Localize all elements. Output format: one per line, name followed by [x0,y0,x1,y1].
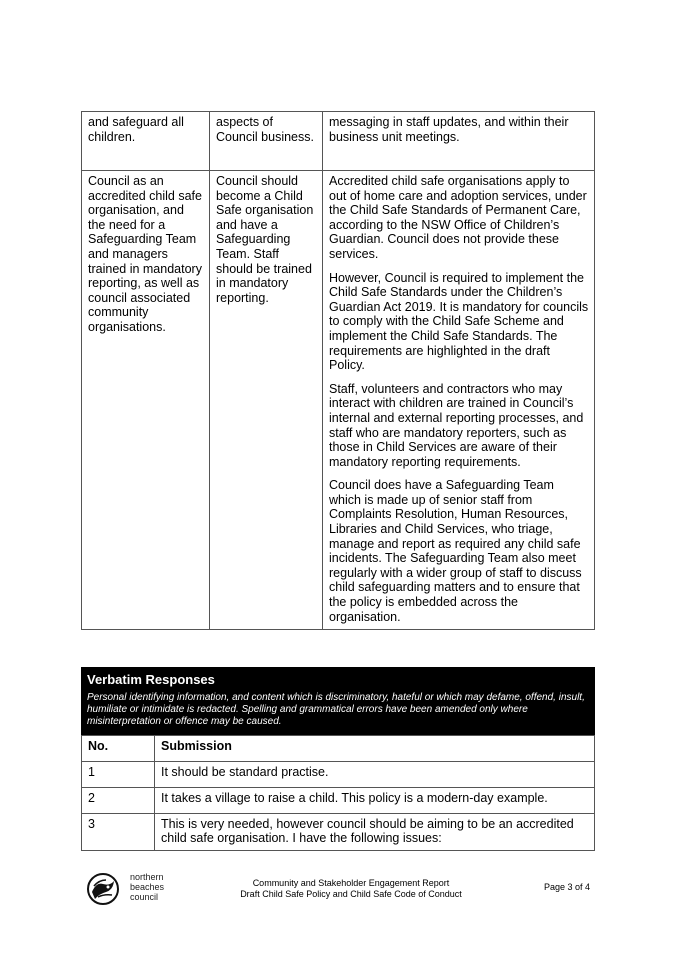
verbatim-title: Verbatim Responses [87,672,215,687]
row-number: 2 [82,787,155,813]
consultation-issues-table [81,111,595,630]
verbatim-table [81,735,595,851]
page-number: Page 3 of 4 [543,882,590,892]
summary-cell: aspects of Council business. [210,112,323,171]
response-cell [323,171,595,630]
logo-line: council [130,892,159,902]
table-row [82,171,595,630]
submission-text: This is very needed, however council should be aiming to be an accredited child safe organisation. I have the following issues: [155,813,595,850]
submission-text: It should be standard practise. [155,761,595,787]
report-subtitle: Draft Child Safe Policy and Child Safe Code of Conduct [240,889,462,899]
response-paragraph: However, Council is required to implement the Child Safe Standards under the Children’s Guardian Act 2019. It is mandatory for councils to comply with the Child Safe Scheme and implement the Child Safe Standards. The requirements are highlighted in the draft Policy. [329,270,589,373]
table-row [82,813,595,850]
summary-cell: Council should become a Child Safe organisation and have a Safeguarding Team. Staff should be trained in mandatory reporting. [210,171,323,630]
logo-line: beaches [130,882,165,892]
issue-cell: Council as an accredited child safe organisation, and the need for a Safeguarding Team and managers trained in mandatory reporting, as well as council associated community organisations. [82,171,210,630]
table-header-row [82,735,595,761]
column-header-no: No. [82,735,155,761]
row-number: 3 [82,813,155,850]
response-paragraph: Council does have a Safeguarding Team which is made up of senior staff from Complaints Resolution, Human Resources, Libraries and Child Services, who triage, manage and report as required any child safe incidents. The Safeguarding Team also meet regularly with a wider group of staff to discuss child safeguarding matters and to ensure that the policy is embedded across the organisation. [329,478,582,624]
column-header-submission: Submission [155,735,595,761]
logo-line: northern [130,872,164,882]
verbatim-responses-section [81,667,595,851]
verbatim-note: Personal identifying information, and content which is discriminatory, hateful or which may defame, offend, insult, humiliate or intimidate is redacted. Spelling and grammatical errors have been amended only where misinterpretation or offence may be caused. [87,691,585,727]
table-row [82,787,595,813]
verbatim-header [81,667,595,735]
council-logo-icon [86,872,120,906]
council-logo-text [130,872,164,902]
report-title: Community and Stakeholder Engagement Report [252,878,450,888]
table-row [82,112,595,171]
submission-text: It takes a village to raise a child. This policy is a modern-day example. [155,787,595,813]
response-cell: messaging in staff updates, and within their business unit meetings. [323,112,595,171]
response-paragraph: Accredited child safe organisations apply to out of home care and adoption services, under the Child Safe Standards of Permanent Care, according to the NSW Office of Children’s Guardian. Council does not provide these services. [329,174,587,261]
issue-cell: and safeguard all children. [82,112,210,171]
footer-report-title [231,878,471,900]
row-number: 1 [82,761,155,787]
page-footer [81,868,595,908]
response-paragraph: Staff, volunteers and contractors who may interact with children are trained in Council’s internal and external reporting processes, and staff who are mandatory reporters, such as those in Child Services are aware of their mandatory reporting requirements. [329,381,584,469]
table-row [82,761,595,787]
